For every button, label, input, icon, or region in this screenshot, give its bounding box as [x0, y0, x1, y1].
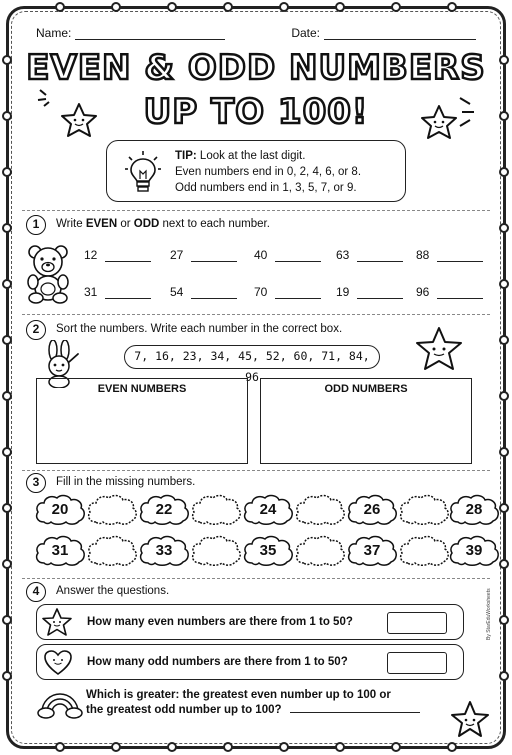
cloud-value: 31 — [51, 542, 69, 559]
cloud-number — [34, 535, 86, 567]
question-2-box — [36, 644, 464, 680]
cloud-value — [398, 535, 450, 567]
cloud-number — [34, 494, 86, 526]
divider-1 — [22, 210, 490, 211]
border-scallop — [2, 447, 12, 457]
answer-line[interactable] — [105, 288, 151, 299]
number-value: 88 — [416, 248, 430, 262]
answer-line[interactable] — [357, 251, 403, 262]
number-value: 27 — [170, 248, 184, 262]
number-item — [170, 248, 237, 262]
name-label: Name: — [36, 26, 72, 40]
even-numbers-header: EVEN NUMBERS — [97, 383, 187, 395]
border-scallop — [447, 2, 457, 12]
tip-label: TIP: — [175, 150, 197, 162]
border-scallop — [391, 742, 401, 752]
cloud-value: 37 — [363, 542, 381, 559]
cloud-value: 20 — [51, 501, 69, 518]
title-line-1: EVEN & ODD NUMBERS — [26, 48, 486, 88]
border-scallop — [335, 742, 345, 752]
cloud-value — [190, 494, 242, 526]
left-sparkle-icon — [36, 86, 60, 110]
cloud-number — [242, 494, 294, 526]
border-scallop — [499, 447, 509, 457]
border-scallop — [391, 2, 401, 12]
divider-3 — [22, 470, 490, 471]
section-3-instruction: Fill in the missing numbers. — [56, 476, 196, 488]
question-3-line-1: Which is greater: the greatest even number up to 100 or — [86, 689, 391, 701]
section-2-badge: 2 — [26, 320, 46, 340]
corner-star-icon — [450, 700, 490, 738]
right-star-icon — [420, 104, 458, 140]
number-value: 54 — [170, 285, 184, 299]
cloud-value — [86, 535, 138, 567]
answer-1-box[interactable] — [387, 612, 447, 634]
answer-line[interactable] — [437, 251, 483, 262]
name-line[interactable] — [75, 28, 225, 40]
number-item — [84, 248, 151, 262]
question-1-text: How many even numbers are there from 1 to 50? — [87, 616, 353, 628]
border-scallop — [499, 559, 509, 569]
cloud-number — [138, 535, 190, 567]
name-field[interactable] — [36, 26, 225, 40]
border-scallop — [499, 335, 509, 345]
credit-text: By StarEduWorksheets — [486, 588, 492, 640]
cloud-blank[interactable] — [86, 494, 138, 526]
number-value: 40 — [254, 248, 268, 262]
tip-box — [106, 140, 406, 202]
border-scallop — [55, 742, 65, 752]
cloud-number — [448, 535, 500, 567]
rainbow-icon — [36, 686, 84, 720]
instr-odd: ODD — [133, 218, 160, 230]
cloud-value — [294, 535, 346, 567]
tip-line-2: Even numbers end in 0, 2, 4, 6, or 8. — [175, 166, 362, 178]
instr-or: or — [117, 218, 134, 230]
border-scallop — [279, 2, 289, 12]
odd-numbers-box[interactable] — [260, 378, 472, 464]
cloud-number — [346, 494, 398, 526]
border-scallop — [499, 671, 509, 681]
right-sparkle-icon — [456, 92, 482, 132]
cloud-number — [346, 535, 398, 567]
border-scallop — [167, 742, 177, 752]
header-row — [36, 26, 476, 40]
cloud-value: 22 — [155, 501, 173, 518]
cloud-blank[interactable] — [190, 535, 242, 567]
border-scallop — [2, 279, 12, 289]
cloud-value: 26 — [363, 501, 381, 518]
divider-2 — [22, 314, 490, 315]
border-scallop — [499, 503, 509, 513]
border-scallop — [111, 742, 121, 752]
even-numbers-box[interactable] — [36, 378, 248, 464]
date-label: Date: — [291, 26, 320, 40]
answer-3-line[interactable] — [290, 703, 420, 713]
date-field[interactable] — [291, 26, 476, 40]
cloud-blank[interactable] — [294, 494, 346, 526]
question-2-text: How many odd numbers are there from 1 to 50? — [87, 656, 348, 668]
numbers-to-sort: 7, 16, 23, 34, 45, 52, 60, 71, 84, 96 — [124, 345, 380, 369]
section-3-badge: 3 — [26, 473, 46, 493]
answer-line[interactable] — [191, 251, 237, 262]
cloud-value — [86, 494, 138, 526]
cloud-value: 39 — [465, 542, 483, 559]
question-3 — [86, 688, 420, 718]
smiling-star-icon — [414, 326, 464, 372]
instr-even: EVEN — [85, 218, 118, 230]
answer-line[interactable] — [275, 288, 321, 299]
cloud-number — [138, 494, 190, 526]
number-item — [254, 285, 321, 299]
border-scallop — [223, 742, 233, 752]
number-value: 63 — [336, 248, 350, 262]
cloud-value: 35 — [259, 542, 277, 559]
border-scallop — [2, 503, 12, 513]
question-3-line-2 — [86, 703, 420, 718]
section-1-badge: 1 — [26, 215, 46, 235]
question-1-box — [36, 604, 464, 640]
cloud-value — [398, 494, 450, 526]
instr-post: next to each number. — [159, 218, 270, 230]
teddy-bear-icon — [24, 244, 72, 304]
number-item — [84, 285, 151, 299]
number-item — [254, 248, 321, 262]
cloud-value: 28 — [465, 501, 483, 518]
tip-line-1 — [175, 148, 405, 164]
cloud-number — [242, 535, 294, 567]
star-icon — [41, 607, 73, 637]
cloud-value — [294, 494, 346, 526]
number-item — [416, 248, 483, 262]
border-scallop — [2, 335, 12, 345]
cloud-blank[interactable] — [190, 494, 242, 526]
border-scallop — [499, 615, 509, 625]
section-4-badge: 4 — [26, 582, 46, 602]
number-value: 96 — [416, 285, 430, 299]
cloud-number — [448, 494, 500, 526]
answer-line[interactable] — [437, 288, 483, 299]
border-scallop — [279, 742, 289, 752]
left-star-icon — [60, 102, 98, 138]
border-scallop — [335, 2, 345, 12]
date-line[interactable] — [324, 28, 476, 40]
lightbulb-icon — [123, 149, 163, 195]
border-scallop — [2, 615, 12, 625]
border-scallop — [499, 167, 509, 177]
cloud-value — [190, 535, 242, 567]
border-scallop — [499, 279, 509, 289]
section-1-instruction — [56, 218, 270, 230]
answer-line[interactable] — [357, 288, 403, 299]
border-scallop — [499, 391, 509, 401]
number-value: 19 — [336, 285, 350, 299]
odd-numbers-header: ODD NUMBERS — [324, 383, 408, 395]
number-value: 12 — [84, 248, 98, 262]
section-2-instruction: Sort the numbers. Write each number in the correct box. — [56, 323, 343, 335]
number-item — [416, 285, 483, 299]
border-scallop — [2, 559, 12, 569]
cloud-blank[interactable] — [398, 535, 450, 567]
border-scallop — [111, 2, 121, 12]
number-item — [170, 285, 237, 299]
number-value: 31 — [84, 285, 98, 299]
instr-pre: Write — [56, 218, 86, 230]
border-scallop — [55, 2, 65, 12]
border-scallop — [2, 223, 12, 233]
tip-text-1: Look at the last digit. — [196, 150, 306, 162]
number-item — [336, 248, 403, 262]
number-value: 70 — [254, 285, 268, 299]
border-scallop — [2, 391, 12, 401]
cloud-blank[interactable] — [86, 535, 138, 567]
border-scallop — [447, 742, 457, 752]
border-scallop — [223, 2, 233, 12]
answer-2-box[interactable] — [387, 652, 447, 674]
border-scallop — [2, 167, 12, 177]
number-item — [336, 285, 403, 299]
heart-icon — [43, 649, 73, 677]
border-scallop — [499, 223, 509, 233]
border-scallop — [167, 2, 177, 12]
title-line-2: UP TO 100! — [143, 92, 369, 132]
answer-line[interactable] — [105, 251, 151, 262]
section-4-instruction: Answer the questions. — [56, 585, 170, 597]
tip-line-3: Odd numbers end in 1, 3, 5, 7, or 9. — [175, 182, 357, 194]
cloud-blank[interactable] — [294, 535, 346, 567]
question-3-text-2: the greatest odd number up to 100? — [86, 704, 282, 716]
cloud-blank[interactable] — [398, 494, 450, 526]
divider-4 — [22, 578, 490, 579]
cloud-value: 33 — [155, 542, 173, 559]
answer-line[interactable] — [191, 288, 237, 299]
cloud-value: 24 — [259, 501, 277, 518]
answer-line[interactable] — [275, 251, 321, 262]
border-scallop — [2, 671, 12, 681]
